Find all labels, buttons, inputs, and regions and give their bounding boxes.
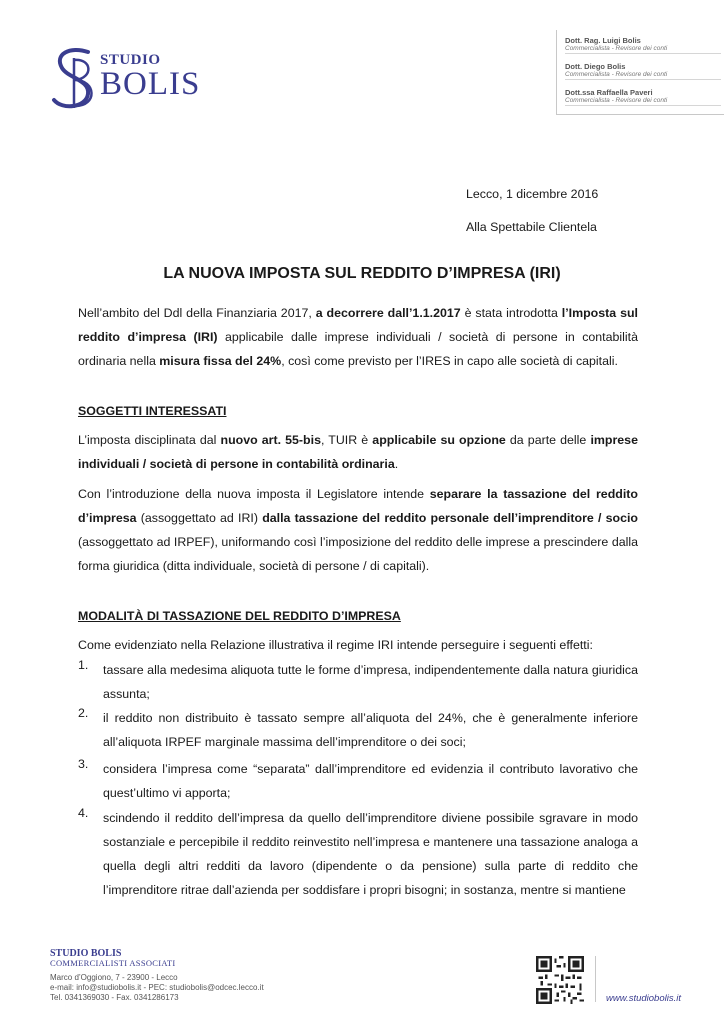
section-heading-soggetti: SOGGETTI INTERESSATI	[78, 404, 227, 418]
qr-code-icon	[536, 956, 584, 1004]
partner-name: Dott. Rag. Luigi Bolis	[565, 36, 641, 45]
list-number: 4.	[78, 806, 89, 820]
website-link[interactable]: www.studiobolis.it	[606, 993, 681, 1004]
sb-monogram-icon	[48, 44, 104, 112]
partner-entry	[565, 62, 721, 80]
brand-studio-label: STUDIO	[100, 52, 161, 68]
list-item: considera l’impresa come “separata” dall’imprenditore ed evidenzia il contributo lavorativo che quest’ultimo vi apporta;	[103, 762, 638, 800]
footer-email: e-mail: info@studiobolis.it - PEC: studiobolis@odcec.lecco.it	[50, 983, 264, 992]
soggetti-paragraph-1: L’imposta disciplinata dal nuovo art. 55-bis, TUIR è applicabile su opzione da parte delle imprese individuali / società di persone in contabilità ordinaria.	[78, 433, 638, 471]
soggetti-paragraph-2: Con l’introduzione della nuova imposta il Legislatore intende separare la tassazione del reddito d’impresa (assoggettato ad IRI) dalla tassazione del reddito personale dell’imprenditore / socio (assoggettato ad IRPEF), uniformando così l’imposizione del reddito delle imprese a prescindere dalla forma giuridica (ditta individuale, società di persone / di capitali).	[78, 487, 638, 573]
section-heading-modalita: MODALITÀ DI TASSAZIONE DEL REDDITO D’IMPRESA	[78, 609, 401, 623]
footer-divider	[595, 956, 596, 1002]
recipient: Alla Spettabile Clientela	[466, 220, 597, 234]
partner-name: Dott.ssa Raffaella Paveri	[565, 88, 653, 97]
list-item: scindendo il reddito dell’impresa da quello dell’imprenditore diviene possibile sgravare in modo sostanziale e percepibile il reddito reinvestito nell’impresa e mantenere una tassazione analoga a quella degli altri redditi da lavoro (dipendente o da pensione) sulla parte di reddito che l’imprenditore ritrae dall’azienda per soddisfare i propri bisogni; in sostanza, mentre si mantiene	[103, 811, 638, 897]
list-item: il reddito non distribuito è tassato sempre all’aliquota del 24%, che è generalmente inferiore all’aliquota IRPEF marginale massima dell’imprenditore o dei soci;	[103, 711, 638, 749]
footer-address: Marco d’Oggiono, 7 - 23900 - Lecco	[50, 973, 178, 982]
place-date: Lecco, 1 dicembre 2016	[466, 187, 599, 201]
list-number: 1.	[78, 658, 89, 672]
list-item: tassare alla medesima aliquota tutte le forme d’impresa, indipendentemente dalla natura giuridica assunta;	[103, 663, 638, 701]
list-number: 3.	[78, 757, 89, 771]
footer-subtitle: COMMERCIALISTI ASSOCIATI	[50, 958, 176, 968]
partner-name: Dott. Diego Bolis	[565, 62, 626, 71]
partner-entry	[565, 88, 721, 106]
partner-role: Commercialista - Revisore dei conti	[565, 45, 668, 52]
partners-box	[556, 30, 724, 115]
partner-role: Commercialista - Revisore dei conti	[565, 71, 668, 78]
studio-logo	[48, 44, 218, 114]
footer-phone: Tel. 0341369030 - Fax. 0341286173	[50, 993, 179, 1002]
partner-entry	[565, 36, 721, 54]
footer-studio-name: STUDIO BOLIS	[50, 948, 122, 959]
partner-role: Commercialista - Revisore dei conti	[565, 97, 668, 104]
document-title: LA NUOVA IMPOSTA SUL REDDITO D’IMPRESA (IRI)	[163, 265, 561, 282]
intro-paragraph: Nell’ambito del Ddl della Finanziaria 2017, a decorrere dall’1.1.2017 è stata introdotta l’Imposta sul reddito d’impresa (IRI) applicabile dalle imprese individuali / società di persone in contabilità ordinaria nella misura fissa del 24%, così come previsto per l’IRES in capo alle società di capitali.	[78, 306, 638, 368]
list-number: 2.	[78, 706, 89, 720]
brand-name: BOLIS	[100, 66, 201, 102]
modalita-intro: Come evidenziato nella Relazione illustrativa il regime IRI intende perseguire i seguenti effetti:	[78, 638, 593, 652]
